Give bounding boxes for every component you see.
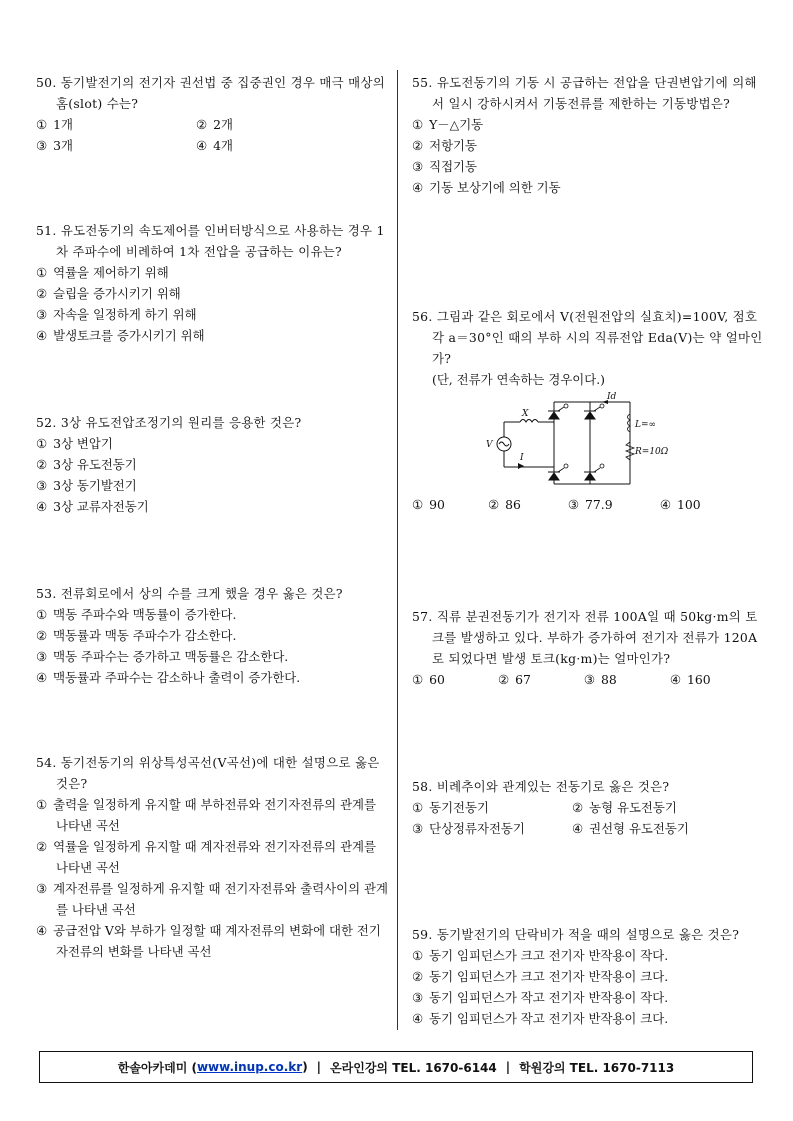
question-stem: 57. 직류 분권전동기가 전기자 전류 100A일 때 50kg·m의 토크를 발생하고 있다. 부하가 증가하여 전기자 전류가 120A로 되었다면 발생 토크(kg·m)는 얼마인가? [412, 609, 758, 666]
option-4[interactable]: ④ 기동 보상기에 의한 기동 [412, 180, 561, 195]
option-3[interactable]: ③ 88 [583, 672, 617, 687]
option-2[interactable]: ② 86 [487, 497, 521, 512]
option-4[interactable]: ④ 100 [659, 497, 701, 512]
thyristor-icon [585, 412, 595, 419]
option-4[interactable]: ④ 발생토크를 증가시키기 위해 [36, 328, 205, 343]
question-54 [36, 752, 388, 962]
option-2[interactable]: ② 67 [497, 672, 531, 687]
option-2[interactable]: ② 2개 [196, 117, 233, 132]
option-4[interactable]: ④ 공급전압 V와 부하가 일정할 때 계자전류의 변화에 대한 전기자전류의 변화를 나타낸 곡선 [36, 923, 381, 959]
offline-phone: 학원강의 TEL. 1670-7113 [519, 1060, 675, 1075]
question-stem: 59. 동기발전기의 단락비가 적을 때의 설명으로 옳은 것은? [412, 927, 740, 942]
option-4[interactable]: ④ 160 [669, 672, 711, 687]
option-1[interactable]: ① 90 [412, 497, 445, 512]
question-stem: 56. 그림과 같은 회로에서 V(전원전압의 실효치)=100V, 점호각 a＝30°인 때의 부하 시의 직류전압 Eda(V)는 약 얼마인가? [412, 309, 763, 366]
academy-link[interactable]: www.inup.co.kr [196, 1060, 303, 1074]
option-4[interactable]: ④ 4개 [196, 138, 233, 153]
question-stem: 51. 유도전동기의 속도제어를 인버터방식으로 사용하는 경우 1차 주파수에 비례하여 1차 전압을 공급하는 이유는? [36, 223, 385, 259]
option-3[interactable]: ③ 3개 [36, 138, 73, 153]
option-2[interactable]: ② 맥동률과 맥동 주파수가 감소한다. [36, 628, 237, 643]
label-resistor: R=10Ω [635, 447, 669, 457]
option-2[interactable]: ② 농형 유도전동기 [572, 800, 677, 815]
reactance-coil-icon [520, 420, 538, 423]
option-4[interactable]: ④ 동기 임피던스가 작고 전기자 반작용이 크다. [412, 1011, 669, 1026]
question-stem: 53. 전류회로에서 상의 수를 크게 했을 경우 옳은 것은? [36, 586, 343, 601]
option-4[interactable]: ④ 3상 교류자전동기 [36, 499, 149, 514]
question-59 [412, 924, 764, 1029]
option-1[interactable]: ① 맥동 주파수와 맥동률이 증가한다. [36, 607, 237, 622]
option-3[interactable]: ③ 직접기동 [412, 159, 477, 174]
label-source: V [486, 440, 493, 450]
question-56 [412, 306, 764, 515]
current-arrow-icon [518, 463, 524, 469]
option-4[interactable]: ④ 권선형 유도전동기 [572, 821, 689, 836]
question-stem: 58. 비례추이와 관계있는 전동기로 옳은 것은? [412, 779, 670, 794]
page-footer [39, 1051, 753, 1083]
question-note: (단, 전류가 연속하는 경우이다.) [432, 372, 605, 387]
footer-separator: | [316, 1060, 322, 1074]
academy-name: 한솔아카데미 ( [117, 1060, 197, 1075]
question-53 [36, 583, 388, 688]
question-stem: 50. 동기발전기의 전기자 권선법 중 집중권인 경우 매극 매상의 홈(slot) 수는? [36, 75, 385, 111]
option-4[interactable]: ④ 맥동률과 주파수는 감소하나 출력이 증가한다. [36, 670, 301, 685]
question-58 [412, 776, 764, 839]
option-3[interactable]: ③ 맥동 주파수는 증가하고 맥동률은 감소한다. [36, 649, 289, 664]
question-50 [36, 72, 388, 156]
option-3[interactable]: ③ 동기 임피던스가 작고 전기자 반작용이 작다. [412, 990, 669, 1005]
question-stem: 52. 3상 유도전압조정기의 원리를 응용한 것은? [36, 415, 302, 430]
option-2[interactable]: ② 3상 유도전동기 [36, 457, 137, 472]
thyristor-icon [585, 473, 595, 480]
question-52 [36, 412, 388, 517]
option-1[interactable]: ① 동기전동기 [412, 800, 489, 815]
option-3[interactable]: ③ 단상정류자전동기 [412, 821, 525, 836]
option-1[interactable]: ① 동기 임피던스가 크고 전기자 반작용이 작다. [412, 948, 669, 963]
question-stem: 54. 동기전동기의 위상특성곡선(V곡선)에 대한 설명으로 옳은 것은? [36, 755, 380, 791]
question-stem: 55. 유도전동기의 기동 시 공급하는 전압을 단권변압기에 의해서 일시 강하시켜서 기동전류를 제한하는 기동방법은? [412, 75, 757, 111]
option-2[interactable]: ② 슬립을 증가시키기 위해 [36, 286, 181, 301]
option-1[interactable]: ① Y－△기동 [412, 117, 484, 132]
option-2[interactable]: ② 동기 임피던스가 크고 전기자 반작용이 크다. [412, 969, 669, 984]
option-1[interactable]: ① 3상 변압기 [36, 436, 113, 451]
option-1[interactable]: ① 60 [412, 672, 445, 687]
question-51 [36, 220, 388, 346]
option-1[interactable]: ① 역률을 제어하기 위해 [36, 265, 169, 280]
option-3[interactable]: ③ 77.9 [567, 497, 613, 512]
column-divider [397, 70, 398, 1030]
label-inductor: L=∞ [635, 420, 657, 430]
footer-separator: | [505, 1060, 511, 1074]
option-1[interactable]: ① 출력을 일정하게 유지할 때 부하전류와 전기자전류의 관계를 나타낸 곡선 [36, 797, 376, 833]
option-2[interactable]: ② 저항기동 [412, 138, 477, 153]
label-current-in: I [520, 453, 524, 463]
option-1[interactable]: ① 1개 [36, 117, 73, 132]
question-57 [412, 606, 764, 690]
rectifier-circuit-diagram [482, 392, 672, 492]
option-3[interactable]: ③ 계자전류를 일정하게 유지할 때 전기자전류와 출력사이의 관계를 나타낸 곡선 [36, 881, 388, 917]
online-phone: 온라인강의 TEL. 1670-6144 [330, 1060, 497, 1075]
question-55 [412, 72, 764, 198]
thyristor-icon [549, 412, 559, 419]
academy-close-paren: ) [302, 1060, 308, 1074]
option-3[interactable]: ③ 3상 동기발전기 [36, 478, 137, 493]
option-2[interactable]: ② 역률을 일정하게 유지할 때 계자전류와 전기자전류의 관계를 나타낸 곡선 [36, 839, 376, 875]
label-current-out: Id [607, 392, 617, 402]
thyristor-icon [549, 473, 559, 480]
option-3[interactable]: ③ 자속을 일정하게 하기 위해 [36, 307, 197, 322]
label-reactance: X [522, 409, 529, 419]
